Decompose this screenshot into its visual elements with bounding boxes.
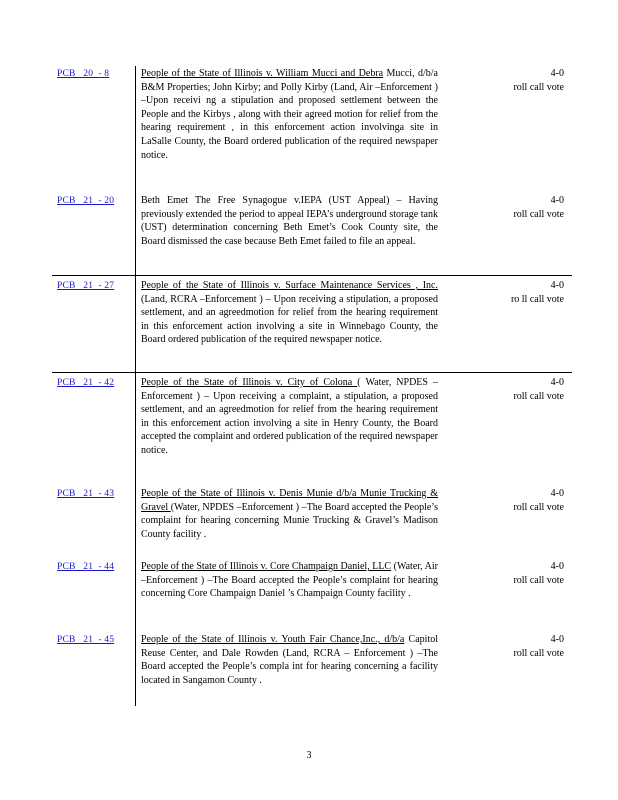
entry-description bbox=[141, 633, 438, 687]
column-divider bbox=[135, 66, 136, 706]
vote-count: 4-0 bbox=[550, 68, 564, 79]
vote-result bbox=[500, 67, 564, 94]
entry-parties: People of the State of Illinois v. Youth Fair Chance,Inc., d/b/a bbox=[141, 634, 405, 645]
vote-count: 4-0 bbox=[550, 634, 564, 645]
case-number-link[interactable]: PCB 21 - 43 bbox=[57, 489, 115, 499]
vote-count: 4-0 bbox=[550, 280, 564, 291]
vote-type: ro ll call vote bbox=[510, 293, 564, 305]
vote-result bbox=[500, 376, 564, 403]
entry-parties: People of the State of Illinois v. Surface Maintenance Services , Inc. bbox=[141, 280, 438, 291]
vote-type: roll call vote bbox=[513, 501, 564, 513]
page-number: 3 bbox=[306, 750, 312, 761]
vote-count: 4-0 bbox=[550, 377, 564, 388]
entry-description bbox=[141, 376, 438, 458]
entry-text: (Water, Air –Enforcement ) –The Board accepted the People’s complaint for hearing concerning Core Champaign Daniel ’s Champaign County facility . bbox=[141, 561, 438, 600]
case-number-link[interactable]: PCB 21 - 20 bbox=[57, 196, 115, 206]
vote-result bbox=[500, 560, 564, 587]
entry-text: (Water, NPDES –Enforcement ) –The Board accepted the People’s complaint for hearing concerning Munie Trucking & Gravel’s Madison County facility . bbox=[141, 501, 438, 540]
entry-text: ( Water, NPDES –Enforcement ) – Upon receiving a complaint, a stipulation, a proposed settlement, and an agreedmotion for relief from the hearing requirement in this enforcement action involving a site in Henry County, the Board accepted the complaint and ordered publication of the required newspaper notice. bbox=[141, 377, 439, 456]
case-number-link[interactable]: PCB 21 - 45 bbox=[57, 635, 115, 645]
entry-parties: People of the State of Illinois v. Denis Munie d/b/a Munie Trucking & Gravel bbox=[141, 488, 438, 513]
entry-parties: People of the State of Illinois v. William Mucci and Debra bbox=[141, 68, 384, 79]
vote-count: 4-0 bbox=[550, 488, 564, 499]
entry-separator bbox=[52, 372, 572, 373]
vote-result bbox=[500, 487, 564, 514]
entry-text: Beth Emet The Free Synagogue v.IEPA (UST Appeal) – Having previously extended the period to appeal IEPA’s underground storage tank (UST) determination concerning Beth Emet’s Cook County site, the Board dismissed the case because Beth Emet failed to file an appeal. bbox=[141, 195, 438, 247]
vote-result bbox=[500, 279, 564, 306]
entry-description bbox=[141, 560, 438, 601]
vote-type: roll call vote bbox=[513, 81, 564, 93]
case-number-link[interactable]: PCB 21 - 44 bbox=[57, 562, 115, 572]
entry-description bbox=[141, 487, 438, 541]
vote-result bbox=[500, 633, 564, 660]
vote-result bbox=[500, 194, 564, 221]
vote-type: roll call vote bbox=[513, 390, 564, 402]
entry-parties: People of the State of Illinois v. City of Colona bbox=[141, 377, 358, 388]
vote-type: roll call vote bbox=[513, 574, 564, 586]
entry-separator bbox=[52, 275, 572, 276]
case-number-link[interactable]: PCB 21 - 42 bbox=[57, 378, 115, 388]
vote-count: 4-0 bbox=[550, 561, 564, 572]
entry-parties: People of the State of Illinois v. Core Champaign Daniel, LLC bbox=[141, 561, 392, 572]
entry-text: (Land, RCRA –Enforcement ) – Upon receiving a stipulation, a proposed settlement, and an agreedmotion for relief from the hearing requirement in this enforcement action involving a site in Winnebago County, the Board ordered publication of the required newspaper notice. bbox=[141, 293, 438, 346]
entry-description bbox=[141, 194, 438, 248]
case-number-link[interactable]: PCB 21 - 27 bbox=[57, 281, 115, 291]
vote-type: roll call vote bbox=[513, 208, 564, 220]
vote-type: roll call vote bbox=[513, 647, 564, 659]
vote-count: 4-0 bbox=[550, 195, 564, 206]
entry-text: Capitol Reuse Center, and Dale Rowden (Land, RCRA – Enforcement ) –The Board accepted the People’s compla int for hearing concerning a facility located in Sangamon County . bbox=[141, 634, 438, 686]
entry-text: Mucci, d/b/a B&M Properties; John Kirby; and Polly Kirby (Land, Air –Enforcement ) –Upon receivi ng a stipulation and proposed settlement between the People and the Kirbys , along with their agreed motion for relief from the hearing requirement , in this enforcement action involvinga site in LaSalle County, the Board ordered publication of the required newspaper notice. bbox=[141, 68, 438, 161]
entry-description bbox=[141, 279, 438, 347]
case-number-link[interactable]: PCB 20 - 8 bbox=[57, 69, 110, 79]
entry-description bbox=[141, 67, 438, 162]
